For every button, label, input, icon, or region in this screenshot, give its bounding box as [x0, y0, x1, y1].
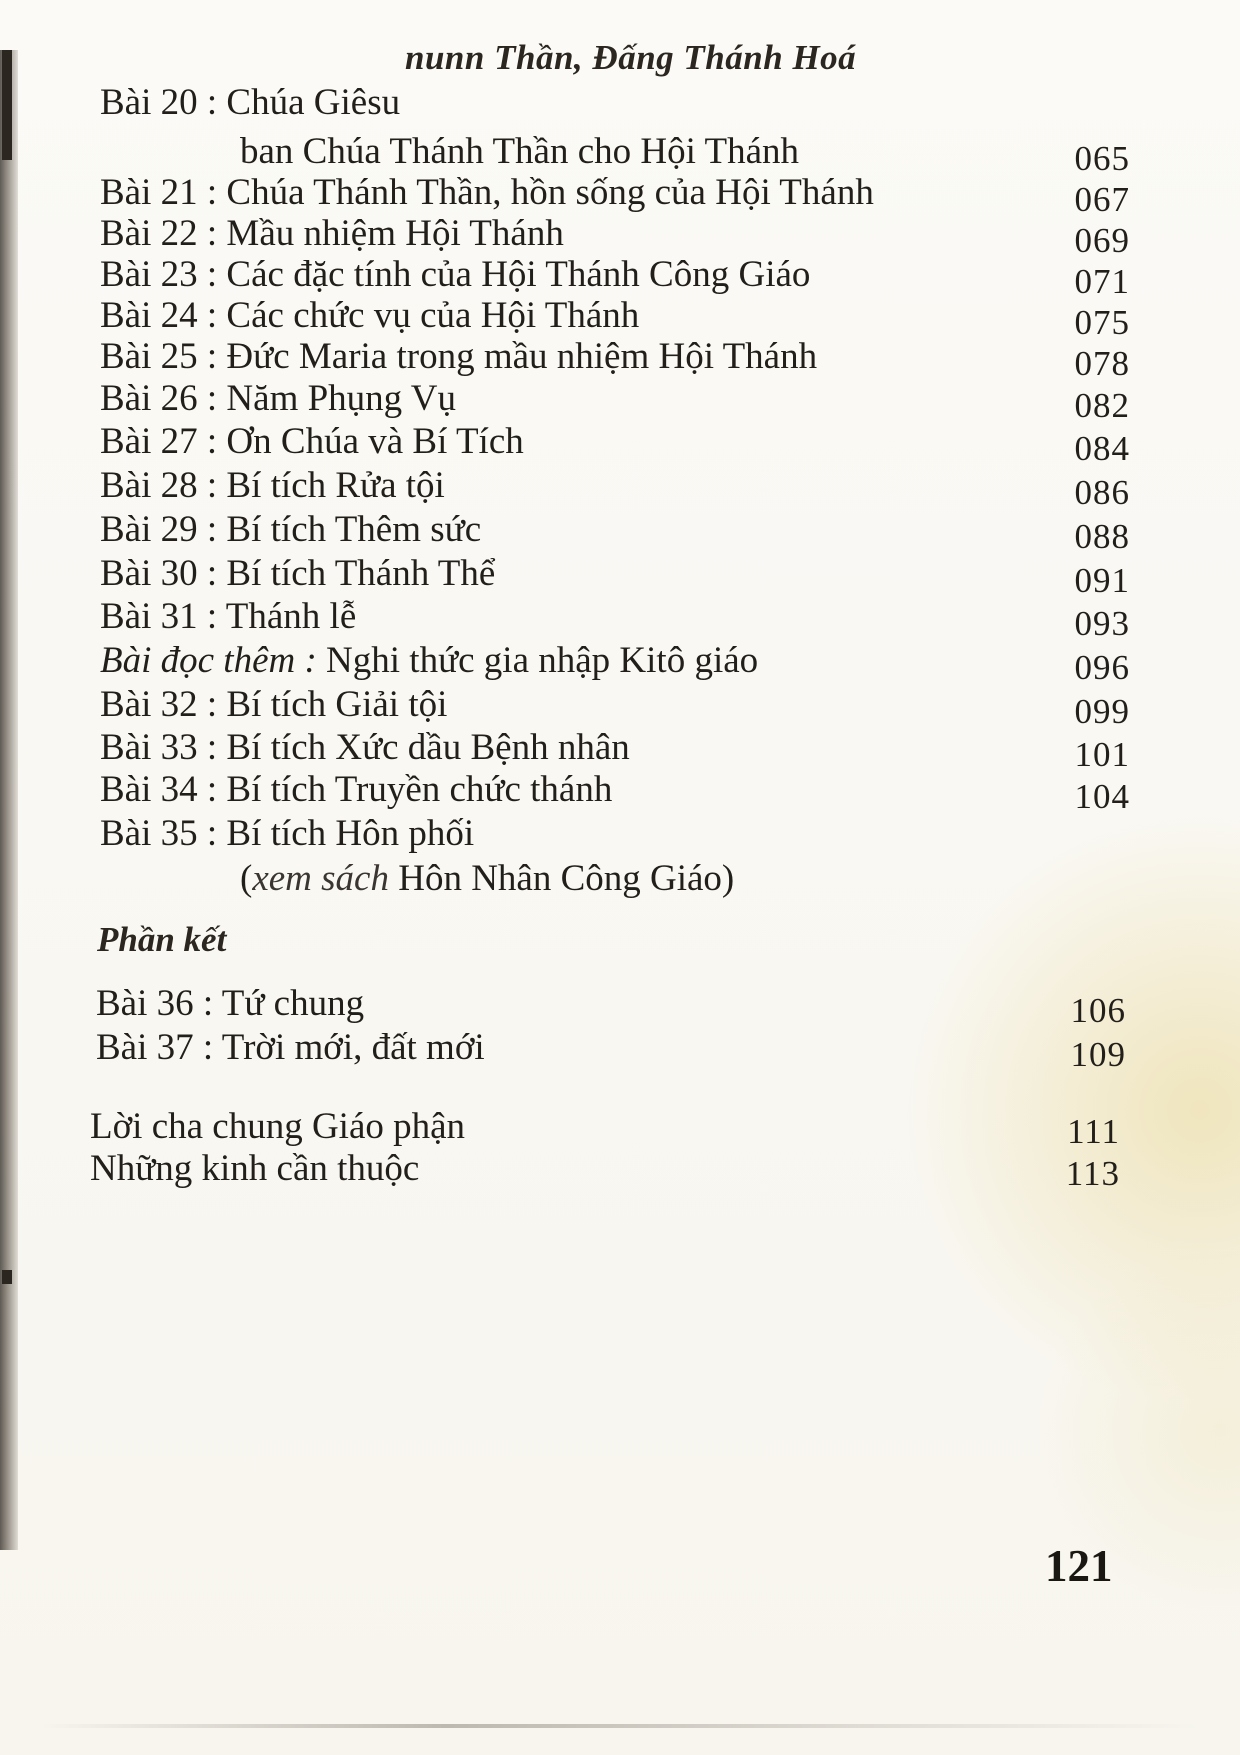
toc-entry-note — [240, 860, 734, 897]
toc-entry-page: 067 — [1074, 180, 1130, 219]
note-italic-text: xem sách — [252, 858, 389, 899]
toc-entry — [100, 133, 1130, 177]
toc-entry-title — [100, 174, 874, 211]
toc-entry-text: Nghi thức gia nhập Kitô giáo — [326, 640, 759, 681]
toc-entry-label: Bài 31 : — [100, 596, 218, 637]
toc-entry-text: Bí tích Truyền chức thánh — [226, 769, 613, 810]
toc-entry-text: Các chức vụ của Hội Thánh — [226, 295, 640, 336]
toc-entry-text: Bí tích Hôn phối — [226, 813, 475, 854]
toc-entry-text: Ơn Chúa và Bí Tích — [226, 421, 524, 462]
toc-entry-label: Bài 32 : — [100, 684, 218, 725]
toc-entry-page: 082 — [1074, 386, 1130, 425]
section-heading: Phần kết — [97, 920, 227, 959]
toc-entry-text: Bí tích Thánh Thể — [226, 553, 496, 594]
toc-entry-page: 078 — [1074, 344, 1130, 383]
appendix-entry-title: Lời cha chung Giáo phận — [90, 1106, 466, 1147]
appendix-entry — [90, 1150, 1120, 1194]
toc-entry — [96, 985, 1126, 1029]
toc-entry — [100, 297, 1130, 341]
toc-entry-label: Bài 28 : — [100, 465, 218, 506]
toc-entry-page: 096 — [1074, 648, 1130, 687]
toc-entry-page: 071 — [1074, 262, 1130, 301]
toc-entry-title — [100, 380, 456, 417]
toc-entry-title — [96, 1029, 485, 1066]
page-number: 121 — [1045, 1541, 1113, 1591]
toc-entry-text: ban Chúa Thánh Thần cho Hội Thánh — [240, 131, 800, 172]
toc-entry-page: 065 — [1074, 139, 1130, 178]
toc-entry-label: Bài 33 : — [100, 727, 218, 768]
appendix-entry-page: 113 — [1065, 1154, 1120, 1193]
toc-entry-label: Bài 21 : — [100, 172, 218, 213]
toc-entry-label: Bài 34 : — [100, 769, 218, 810]
toc-entry-page: 106 — [1070, 991, 1126, 1030]
toc-entry-text: Năm Phụng Vụ — [226, 378, 456, 419]
toc-entry-text: Đức Maria trong mầu nhiệm Hội Thánh — [226, 336, 818, 377]
toc-entry-title — [100, 686, 447, 723]
toc-entry-label: Bài 26 : — [100, 378, 218, 419]
toc-entry-text: Bí tích Giải tội — [226, 684, 448, 725]
toc-entry-text: Bí tích Thêm sức — [226, 509, 482, 550]
toc-entry-text: Mầu nhiệm Hội Thánh — [226, 213, 564, 254]
toc-entry-page: 088 — [1074, 517, 1130, 556]
toc-entry-text: Bí tích Xức dầu Bệnh nhân — [226, 727, 630, 768]
toc-entry — [100, 771, 1130, 815]
running-head: nunn Thần, Đấng Thánh Hoá — [405, 38, 857, 77]
toc-entry-label: Bài 29 : — [100, 509, 218, 550]
book-spine-shadow — [0, 50, 18, 1550]
toc-entry-title — [100, 423, 524, 460]
toc-entry-title — [100, 215, 564, 252]
toc-entry — [100, 423, 1130, 467]
toc-entry-text: Bí tích Rửa tội — [226, 465, 445, 506]
appendix-entry-title: Những kinh cần thuộc — [90, 1148, 420, 1189]
toc-entry-title — [100, 467, 445, 504]
toc-entry-text: Trời mới, đất mới — [221, 1027, 485, 1068]
toc-entry-page: 093 — [1074, 604, 1130, 643]
toc-entry — [100, 84, 1130, 128]
toc-entry-title — [100, 256, 810, 293]
toc-entry-page: 101 — [1074, 735, 1130, 774]
toc-entry-label: Bài đọc thêm : — [100, 640, 317, 681]
toc-entry-page: 069 — [1074, 221, 1130, 260]
toc-entry-title — [100, 555, 495, 592]
toc-entry-text: Thánh lễ — [225, 596, 357, 637]
toc-entry-text: Các đặc tính của Hội Thánh Công Giáo — [226, 254, 811, 295]
note-text: Hôn Nhân Công Giáo) — [388, 858, 735, 899]
toc-entry-text: Chúa Giêsu — [226, 82, 401, 123]
toc-entry-page: 075 — [1074, 303, 1130, 342]
toc-entry-page: 086 — [1074, 473, 1130, 512]
toc-entry-title — [96, 985, 364, 1022]
spine-mark — [2, 50, 12, 160]
toc-entry-text: Tứ chung — [221, 983, 365, 1024]
toc-entry-title — [100, 598, 356, 635]
toc-entry-text: Chúa Thánh Thần, hồn sống của Hội Thánh — [226, 172, 874, 213]
toc-entry — [100, 380, 1130, 424]
spine-mark — [2, 1270, 12, 1284]
toc-entry-label: Bài 30 : — [100, 553, 218, 594]
toc-entry-label: Bài 24 : — [100, 295, 218, 336]
toc-entry — [100, 215, 1130, 259]
toc-entry — [100, 815, 1130, 859]
note-open-paren: ( — [240, 858, 253, 899]
toc-entry-title — [100, 815, 474, 852]
toc-entry-page: 091 — [1074, 561, 1130, 600]
toc-entry-label: Bài 35 : — [100, 813, 218, 854]
toc-entry — [96, 1029, 1126, 1073]
toc-entry — [100, 729, 1130, 773]
toc-entry — [100, 686, 1130, 730]
toc-entry-title — [100, 642, 758, 679]
toc-entry — [100, 511, 1130, 555]
appendix-entry-page: 111 — [1067, 1112, 1120, 1151]
toc-entry — [100, 338, 1130, 382]
toc-entry-label: Bài 27 : — [100, 421, 218, 462]
toc-entry — [100, 256, 1130, 300]
toc-entry-label: Bài 36 : — [96, 983, 214, 1024]
toc-entry-page: 109 — [1070, 1035, 1126, 1074]
toc-entry-title — [100, 511, 481, 548]
appendix-entry — [90, 1108, 1120, 1152]
toc-entry-title — [100, 297, 639, 334]
toc-entry-title — [100, 338, 817, 375]
toc-entry-title — [100, 84, 400, 121]
toc-entry-page: 104 — [1074, 777, 1130, 816]
toc-entry-supplementary — [100, 642, 1130, 686]
toc-entry-label: Bài 22 : — [100, 213, 218, 254]
toc-entry — [100, 598, 1130, 642]
toc-entry-page: 099 — [1074, 692, 1130, 731]
toc-entry-label: Bài 25 : — [100, 336, 218, 377]
toc-entry-label: Bài 20 : — [100, 82, 218, 123]
toc-entry-title — [100, 729, 630, 766]
toc-entry — [100, 467, 1130, 511]
toc-entry-title — [100, 771, 612, 808]
toc-entry — [100, 555, 1130, 599]
toc-entry-page: 084 — [1074, 429, 1130, 468]
toc-entry — [100, 174, 1130, 218]
page-bottom-edge — [40, 1724, 1200, 1728]
toc-entry-label: Bài 37 : — [96, 1027, 214, 1068]
toc-entry-label: Bài 23 : — [100, 254, 218, 295]
